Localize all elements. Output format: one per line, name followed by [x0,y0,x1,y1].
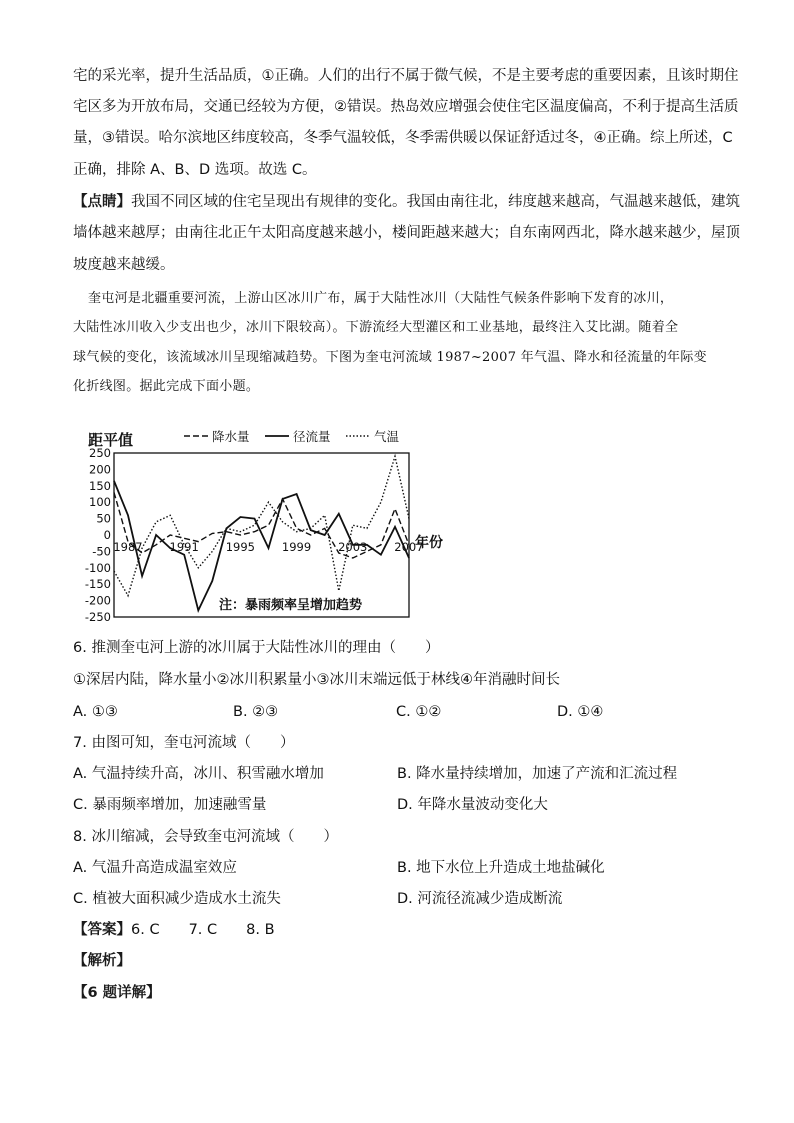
material-line: 大陆性冰川收入少支出也少，冰川下限较高）。下游流经大型灌区和工业基地，最终注入艾比湖。随着全 [73,320,679,335]
dianjing-line [73,192,740,212]
legend-label: 气温 [374,429,400,444]
paragraph-line: 宅区多为开放布局，交通已经较为方便，②错误。热岛效应增强会使住宅区温度偏高，不利于提高生活质 [73,99,739,115]
q7-option-a: A. 气温持续升高，冰川、积雪融水增加 [73,766,324,782]
q8-option-a: A. 气温升高造成温室效应 [73,860,237,876]
material-line: 奎屯河是北疆重要河流，上游山区冰川广布，属于大陆性冰川（大陆性气候条件影响下发育的冰川， [88,291,674,306]
material-line: 化折线图。据此完成下面小题。 [73,379,260,394]
q6-option-d: D. ①④ [557,704,604,720]
answer-text: 6. C 7. C 8. B [131,922,275,938]
q6-option-c: C. ①② [396,704,442,720]
legend-label: 径流量 [293,429,331,444]
material-line: 球气候的变化，该流域冰川呈现缩减趋势。下图为奎屯河流域 1987~2007 年气温、降水和径流量的年际变 [73,350,707,365]
x-tick-label: 1999 [281,540,312,554]
climate-line-chart [84,423,464,623]
q6-option-b: B. ②③ [233,704,279,720]
answer-tag: 【答案】 [73,922,131,938]
x-tick-label: 1995 [225,540,256,554]
paragraph-line: 宅的采光率，提升生活品质，①正确。人们的出行不属于微气候，不是主要考虑的重要因素，且该时期住 [73,68,739,84]
q8-option-b: B. 地下水位上升造成土地盐碱化 [397,860,605,876]
q6-stem: 6. 推测奎屯河上游的冰川属于大陆性冰川的理由（ ） [73,640,440,656]
y-axis-label: 距平值 [88,431,134,449]
y-tick-label: -100 [84,560,111,575]
paragraph-line: 正确，排除 A、B、D 选项。故选 C。 [73,162,317,178]
answer-line [73,920,723,940]
y-tick-label: 50 [96,511,111,526]
q6-option-a: A. ①③ [73,704,118,720]
x-tick-label: 2003 [338,540,368,554]
dianjing-line: 坡度越来越缓。 [73,257,175,273]
dianjing-tag: 【点睛】 [73,194,131,210]
y-tick-label: 150 [89,478,111,493]
q8-option-c: C. 植被大面积减少造成水土流失 [73,891,281,907]
q8-stem: 8. 冰川缩减，会导致奎屯河流域（ ） [73,829,338,845]
y-tick-label: 250 [89,446,111,460]
dianjing-line: 墙体越来越厚；由南往北正午太阳高度越来越小，楼间距越来越大；自东南网西北，降水越来越少，屋顶 [73,225,740,241]
q7-stem: 7. 由图可知，奎屯河流域（ ） [73,735,295,751]
dianjing-text: 我国不同区域的住宅呈现出有规律的变化。我国由南往北，纬度越来越高，气温越来越低，建筑 [131,194,740,210]
analysis-tag: 【解析】 [73,953,131,969]
q7-option-c: C. 暴雨频率增加，加速融雪量 [73,797,267,813]
y-tick-label: 200 [89,462,111,477]
q7-option-b: B. 降水量持续增加，加速了产流和汇流过程 [397,766,678,782]
paragraph-line: 量，③错误。哈尔滨地区纬度较高，冬季气温较低，冬季需供暖以保证舒适过冬，④正确。综上所述，C [73,130,733,146]
series-line-气温 [114,456,409,595]
x-axis-label: 年份 [415,535,443,551]
x-tick-label: 1991 [169,540,199,554]
y-tick-label: 100 [89,495,111,510]
q7-option-d: D. 年降水量波动变化大 [397,797,548,813]
series-line-径流量 [114,481,409,611]
x-tick-label: 2007 [394,540,424,554]
chart-note: 注：暴雨频率呈增加趋势 [219,598,363,613]
legend-label: 降水量 [212,429,250,444]
y-tick-label: -250 [84,610,111,623]
x-tick-label: 1987 [113,540,143,554]
y-tick-label: -150 [84,577,111,592]
q6-items: ①深居内陆，降水量小②冰川积累量小③冰川末端远低于林线④年消融时间长 [73,672,560,688]
y-tick-label: -50 [92,544,111,559]
detail-tag: 【6 题详解】 [73,985,161,1001]
q8-option-d: D. 河流径流减少造成断流 [397,891,563,907]
y-tick-label: -200 [84,593,111,608]
y-tick-label: 0 [103,528,111,542]
